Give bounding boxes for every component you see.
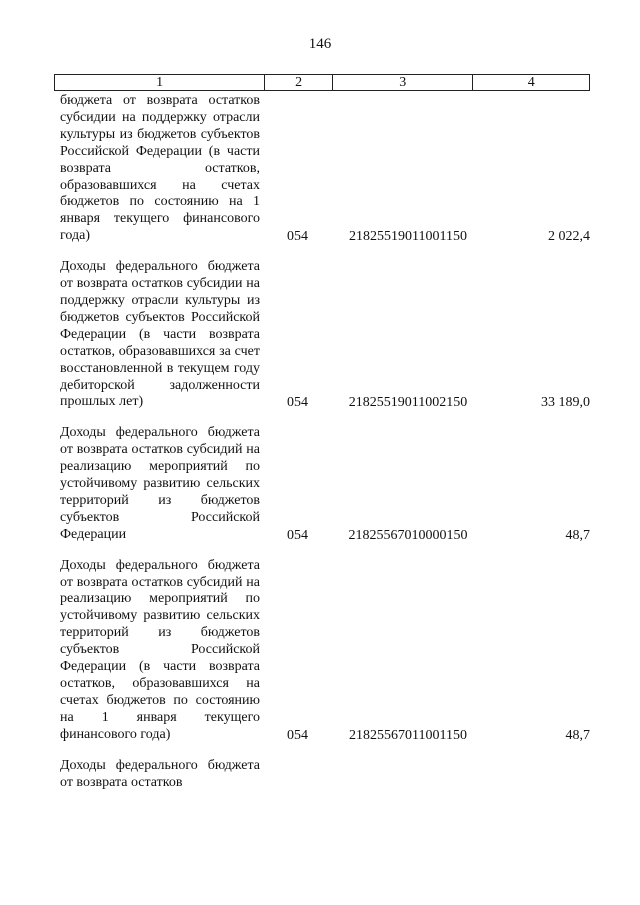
column-header-1: 1 <box>55 75 265 90</box>
table-header <box>54 74 590 91</box>
column-header-2: 2 <box>265 75 333 90</box>
row-code: 054 <box>287 527 308 543</box>
row-code: 054 <box>287 395 308 411</box>
table-row <box>60 758 590 792</box>
row-description: Доходы федерального бюджета от возврата остатков субсидий на реализацию мероприятий по устойчивому развитию сельских территорий из бюджетов субъектов Российской Федерации (в части возврата остатков, образовавшихся на счетах бюджетов по состоянию на 1 января текущего финансового года) <box>60 557 260 742</box>
row-amount: 48,7 <box>565 727 590 743</box>
row-code: 054 <box>287 727 308 743</box>
table-row <box>60 259 590 411</box>
row-description: Доходы федерального бюджета от возврата остатков субсидии на поддержку отрасли культуры из бюджетов субъектов Российской Федерации (в части возврата остатков, образовавшихся за счет восстановленной в текущем году дебиторской задолженности прошлых лет) <box>60 259 260 410</box>
table-row <box>60 558 590 744</box>
column-header-3: 3 <box>333 75 473 90</box>
row-description: Доходы федерального бюджета от возврата остатков субсидий на реализацию мероприятий по устойчивому развитию сельских территорий из бюджетов субъектов Российской Федерации <box>60 425 260 542</box>
page-number: 146 <box>308 36 332 52</box>
row-code: 054 <box>287 229 308 245</box>
table-row <box>60 93 590 245</box>
row-amount: 2 022,4 <box>548 229 590 245</box>
column-header-4: 4 <box>527 75 535 90</box>
row-kbk: 21825567011001150 <box>349 727 467 743</box>
row-kbk: 21825519011002150 <box>348 395 468 411</box>
row-kbk: 21825567010000150 <box>348 527 468 543</box>
row-description: бюджета от возврата остатков субсидии на поддержку отрасли культуры из бюджетов субъектов Российской Федерации (в части возврата остатков, образовавшихся на счетах бюджетов по состоянию на 1 января текущего финансового года) <box>60 93 260 244</box>
table-body <box>60 93 590 805</box>
row-description: Доходы федерального бюджета от возврата остатков <box>60 757 260 790</box>
table-row <box>60 425 590 543</box>
row-amount: 33 189,0 <box>541 395 590 411</box>
row-amount: 48,7 <box>565 527 590 543</box>
row-kbk: 21825519011001150 <box>349 229 467 245</box>
